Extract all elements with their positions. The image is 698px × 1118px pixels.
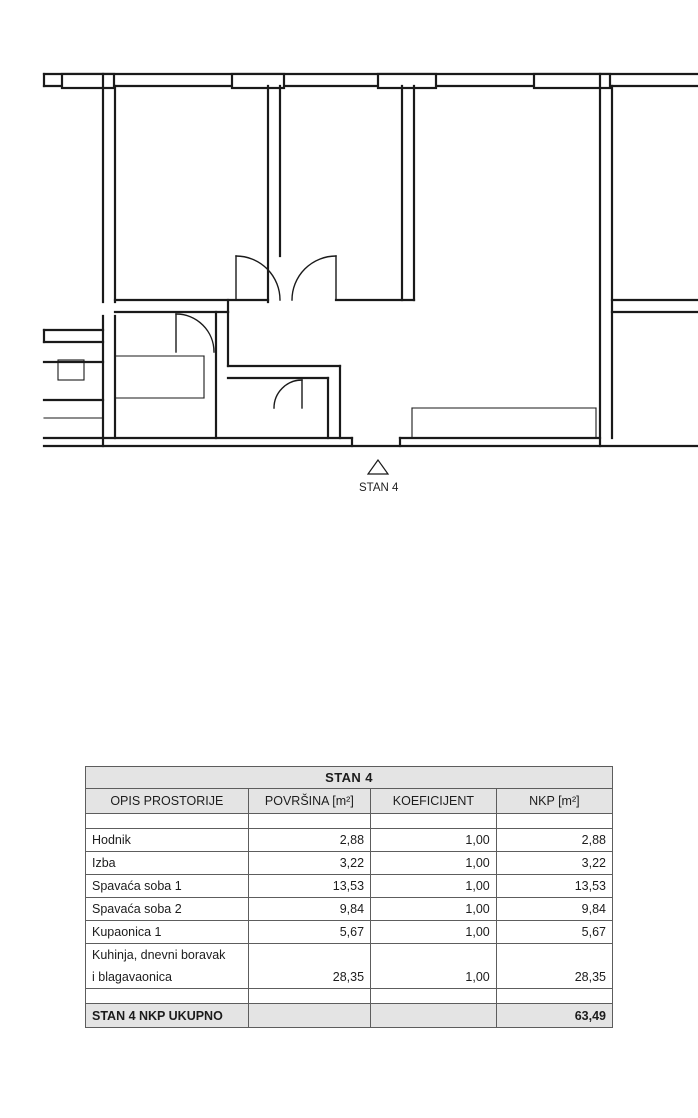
room-area: 28,35 (248, 966, 370, 989)
spacer-cell (86, 814, 249, 829)
room-name: Kupaonica 1 (86, 921, 249, 944)
room-nkp: 3,22 (496, 852, 612, 875)
room-nkp: 2,88 (496, 829, 612, 852)
room-area-empty (248, 944, 370, 967)
column-header-description: OPIS PROSTORIJE (86, 789, 249, 814)
room-area: 5,67 (248, 921, 370, 944)
table-row (86, 921, 613, 944)
total-area-empty (248, 1004, 370, 1028)
column-header-nkp: NKP [m²] (496, 789, 612, 814)
table-row (86, 944, 613, 967)
table-title-row (86, 767, 613, 789)
floor-plan-drawing (0, 0, 698, 520)
room-name: Izba (86, 852, 249, 875)
spacer-cell (496, 989, 612, 1004)
room-name-line-2: i blagavaonica (86, 966, 249, 989)
room-nkp: 13,53 (496, 875, 612, 898)
room-coefficient: 1,00 (371, 875, 497, 898)
room-coefficient-empty (371, 944, 497, 967)
column-header-coefficient: KOEFICIJENT (371, 789, 497, 814)
total-value: 63,49 (496, 1004, 612, 1028)
room-coefficient: 1,00 (371, 966, 497, 989)
room-name: Spavaća soba 2 (86, 898, 249, 921)
spacer-cell (371, 814, 497, 829)
room-nkp: 28,35 (496, 966, 612, 989)
room-name: Spavaća soba 1 (86, 875, 249, 898)
room-coefficient: 1,00 (371, 852, 497, 875)
room-area: 13,53 (248, 875, 370, 898)
room-nkp: 9,84 (496, 898, 612, 921)
room-nkp: 5,67 (496, 921, 612, 944)
table-row (86, 875, 613, 898)
total-label: STAN 4 NKP UKUPNO (86, 1004, 249, 1028)
spacer-cell (496, 814, 612, 829)
room-area: 2,88 (248, 829, 370, 852)
room-coefficient: 1,00 (371, 898, 497, 921)
floor-plan (0, 0, 698, 520)
room-coefficient: 1,00 (371, 829, 497, 852)
spacer-cell (86, 989, 249, 1004)
spacer-cell (371, 989, 497, 1004)
areas-table-container (85, 766, 613, 1028)
table-row (86, 898, 613, 921)
table-total-row (86, 1004, 613, 1028)
table-title: STAN 4 (86, 767, 613, 789)
areas-table (85, 766, 613, 1028)
total-coefficient-empty (371, 1004, 497, 1028)
table-row (86, 966, 613, 989)
table-spacer-row-bottom (86, 989, 613, 1004)
plan-unit-label: STAN 4 (359, 482, 399, 494)
table-header-row (86, 789, 613, 814)
room-nkp-empty (496, 944, 612, 967)
column-header-area: POVRŠINA [m²] (248, 789, 370, 814)
arrow-up-icon (368, 460, 388, 474)
table-spacer-row-top (86, 814, 613, 829)
room-coefficient: 1,00 (371, 921, 497, 944)
table-row (86, 852, 613, 875)
spacer-cell (248, 814, 370, 829)
room-area: 9,84 (248, 898, 370, 921)
table-row (86, 829, 613, 852)
room-name: Hodnik (86, 829, 249, 852)
room-area: 3,22 (248, 852, 370, 875)
spacer-cell (248, 989, 370, 1004)
room-name-line-1: Kuhinja, dnevni boravak (86, 944, 249, 967)
